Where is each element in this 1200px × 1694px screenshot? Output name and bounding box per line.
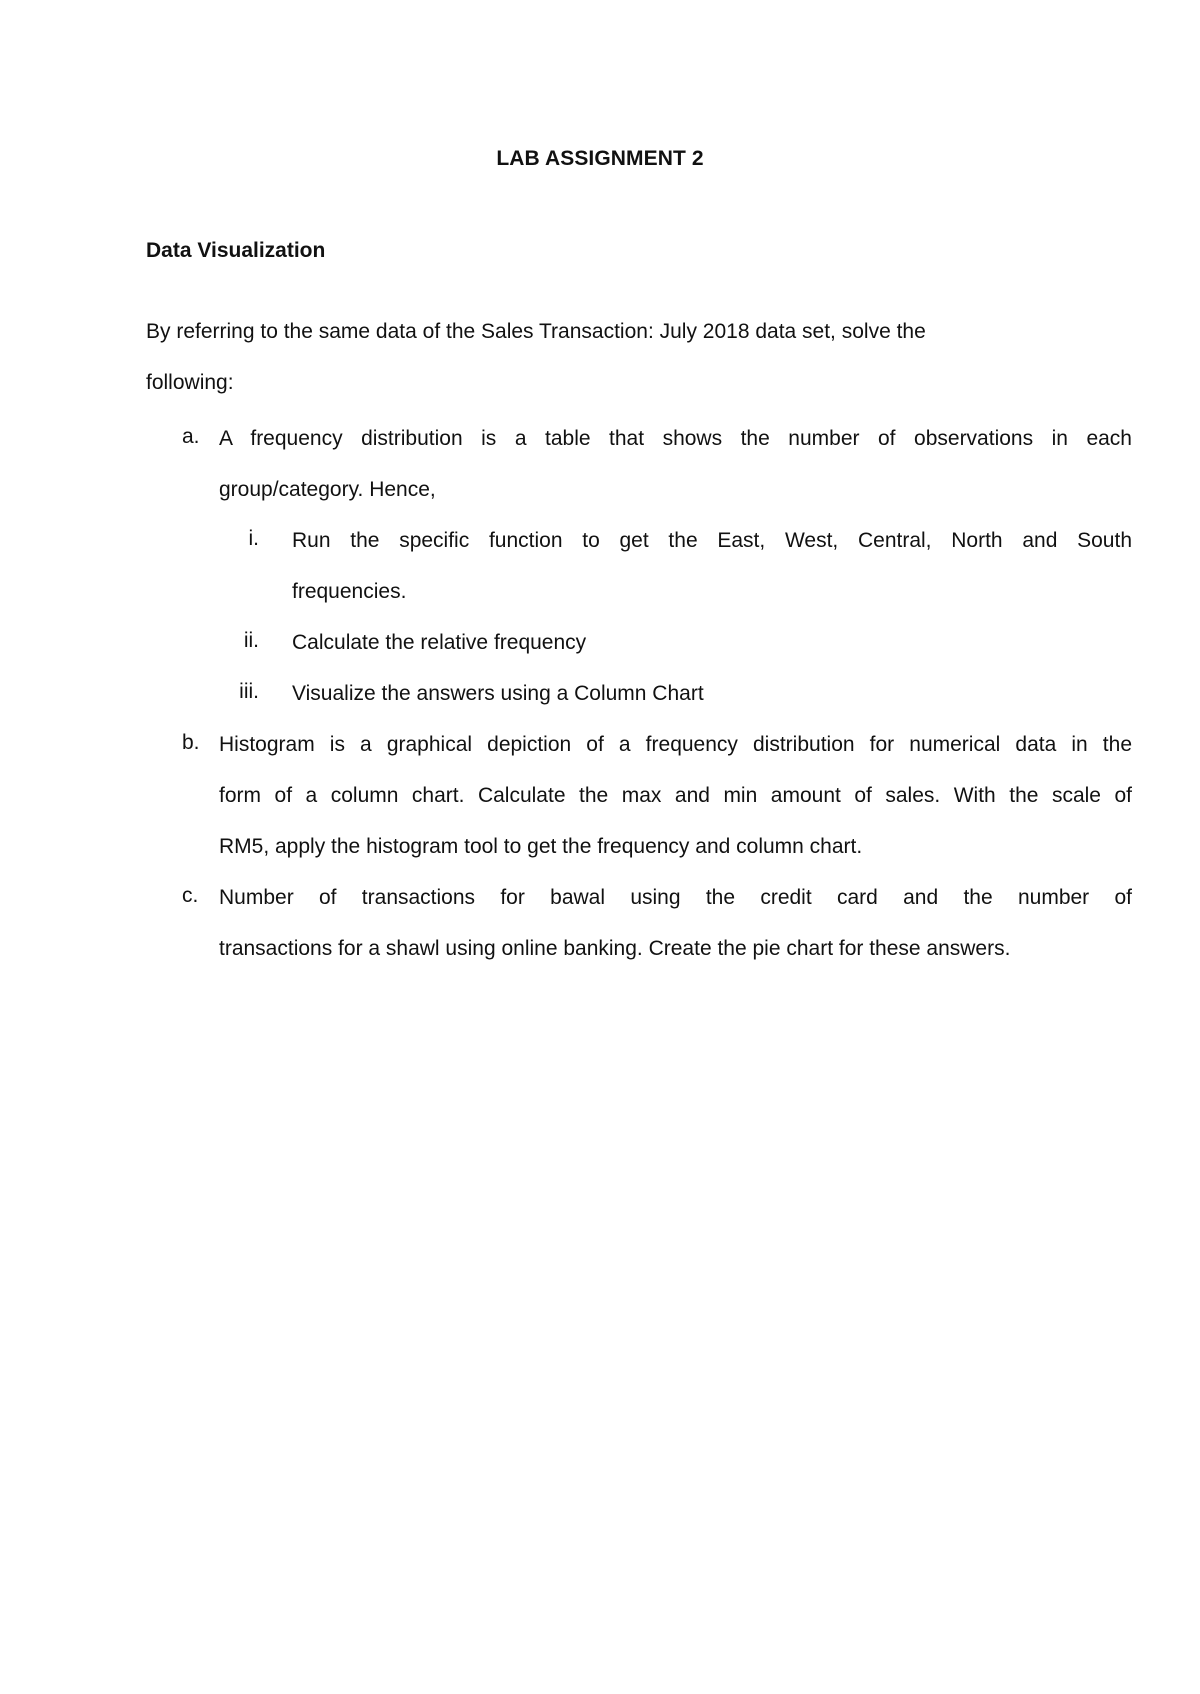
list-marker: c. [182, 884, 199, 907]
sub-list-marker: i. [248, 527, 259, 550]
document-title: LAB ASSIGNMENT 2 [496, 147, 704, 170]
intro-line: following: [146, 371, 234, 394]
item-text-line: form of a column chart. Calculate the max and min amount of sales. With the scale of [219, 784, 1132, 807]
item-text-line: Histogram is a graphical depiction of a frequency distribution for numerical data in the [219, 733, 1132, 756]
sub-item-text-line: Calculate the relative frequency [292, 631, 587, 654]
list-marker: b. [182, 731, 200, 754]
item-text-line: A frequency distribution is a table that shows the number of observations in each [219, 427, 1132, 450]
section-heading: Data Visualization [146, 239, 326, 262]
list-marker: a. [182, 425, 200, 448]
intro-line: By referring to the same data of the Sales Transaction: July 2018 data set, solve the [146, 320, 926, 343]
item-text-line: transactions for a shawl using online banking. Create the pie chart for these answers. [219, 937, 1011, 960]
sub-list-marker: ii. [243, 629, 259, 652]
item-text-line: group/category. Hence, [219, 478, 436, 501]
item-text-line: RM5, apply the histogram tool to get the frequency and column chart. [219, 835, 863, 858]
intro-paragraph [146, 306, 1066, 408]
sub-item-text-line: Run the specific function to get the East, West, Central, North and South [292, 529, 1132, 552]
sub-item-text-line: frequencies. [292, 580, 407, 603]
sub-list-marker: iii. [239, 680, 259, 703]
item-text-line: Number of transactions for bawal using the credit card and the number of [219, 886, 1132, 909]
sub-item-text-line: Visualize the answers using a Column Chart [292, 682, 704, 705]
